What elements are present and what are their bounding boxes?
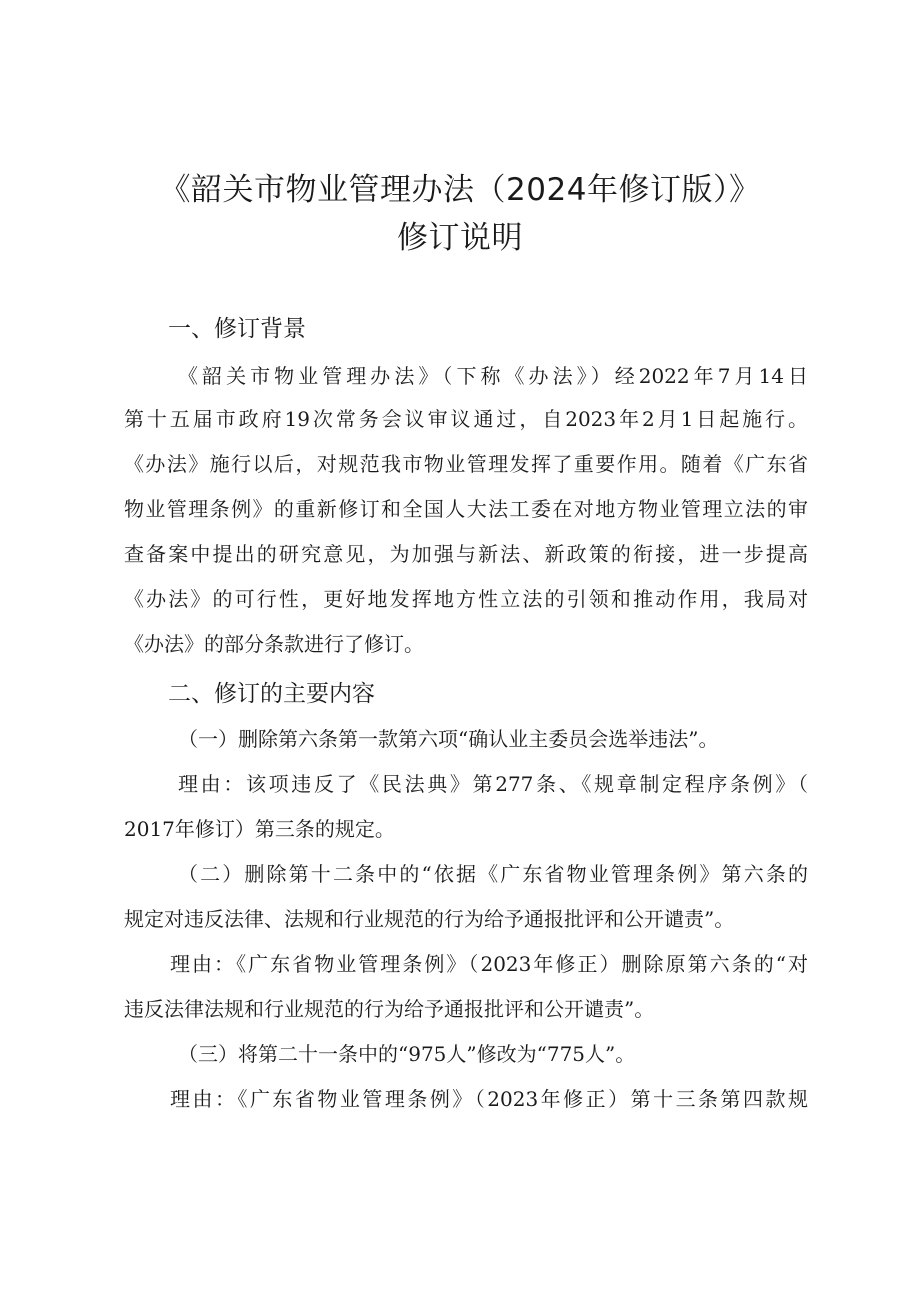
paragraph-line: 第十五届市政府19次常务会议审议通过，自2023年2月1日起施行。	[124, 407, 808, 431]
paragraph-line: 查备案中提出的研究意见，为加强与新法、新政策的衔接，进一步提高	[124, 542, 808, 566]
paragraph-line: 理由：《广东省物业管理条例》（2023年修正）删除原第六条的“对	[170, 952, 808, 976]
section-heading-main-content: 二、修订的主要内容	[168, 681, 375, 707]
section-heading-background: 一、修订背景	[168, 316, 306, 342]
paragraph-line: 《办法》的部分条款进行了修订。	[124, 632, 424, 656]
paragraph-line: 理由：该项违反了《民法典》第277条、《规章制定程序条例》（	[178, 772, 808, 796]
paragraph-line: （二）删除第十二条中的“依据《广东省物业管理条例》第六条的	[178, 862, 808, 886]
document-title: 《韶关市物业管理办法（2024年修订版）》	[159, 172, 761, 208]
paragraph-line: 规定对违反法律、法规和行业规范的行为给予通报批评和公开谴责”。	[124, 907, 735, 931]
paragraph-line: 理由：《广东省物业管理条例》（2023年修正）第十三条第四款规	[170, 1087, 808, 1111]
paragraph-line: 《办法》的可行性，更好地发挥地方性立法的引领和推动作用，我局对	[124, 587, 808, 611]
paragraph-line: （三）将第二十一条中的“975人”修改为“775人”。	[178, 1042, 636, 1066]
paragraph-line: 《韶关市物业管理办法》（下称《办法》）经2022年7月14日	[178, 364, 808, 388]
paragraph-line: 物业管理条例》的重新修订和全国人大法工委在对地方物业管理立法的审	[124, 497, 808, 521]
paragraph-line: 《办法》施行以后，对规范我市物业管理发挥了重要作用。随着《广东省	[124, 452, 808, 476]
paragraph-line: （一）删除第六条第一款第六项“确认业主委员会选举违法”。	[178, 727, 719, 751]
paragraph-line: 2017年修订）第三条的规定。	[124, 817, 395, 841]
paragraph-line: 违反法律法规和行业规范的行为给予通报批评和公开谴责”。	[124, 997, 655, 1021]
document-subtitle: 修订说明	[397, 220, 523, 256]
